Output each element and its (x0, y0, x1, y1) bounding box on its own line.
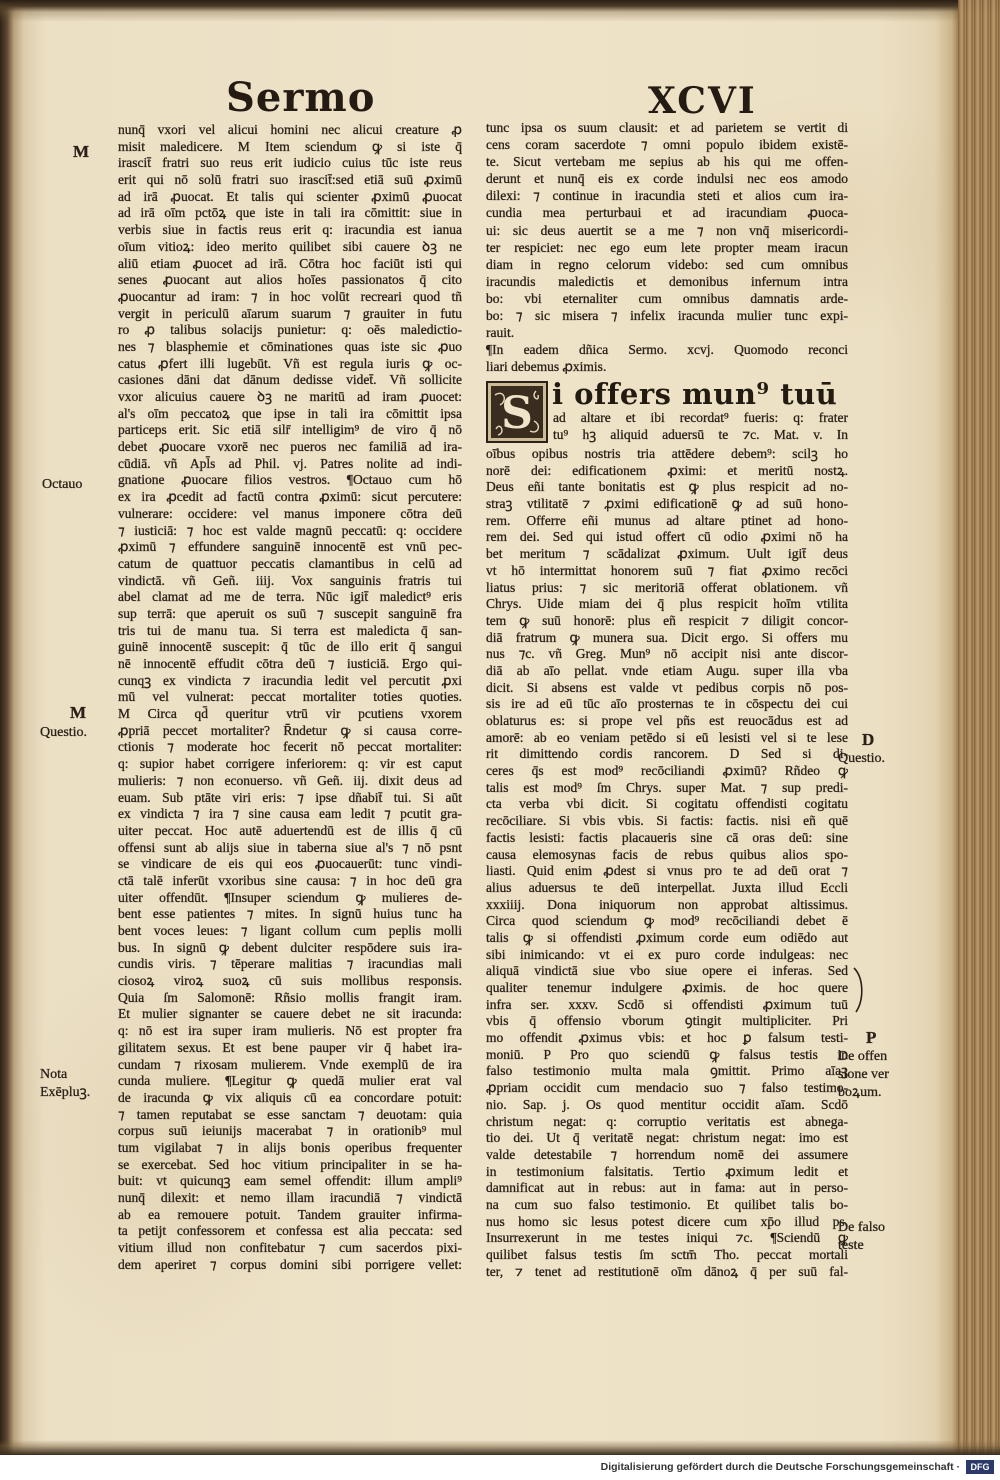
text-line: christum negat: q: corruptio veritatis est abnega- (486, 1113, 848, 1129)
text-line: bet meritum ⁊ scādalizat ꝓximum. Uult igit̄ deus (486, 546, 848, 562)
text-line: ciosoꝝ viroꝝ suoꝝ cū suis mollibus responsis. (118, 973, 462, 989)
folio-number: XCVI (648, 80, 757, 122)
margin-note: Exēpluꝫ. (40, 1085, 91, 1100)
text-line: gnatione ꝓuocare filios vestros. ¶Octauo cum hō (118, 472, 462, 488)
text-line: se vindicare de eis qui eos ꝓuocauerūt: tunc vindi- (118, 856, 462, 872)
text-line: ctionis ⁊ moderate hoc fecerit nō peccat mortaliter: (118, 739, 462, 755)
text-line: uiter peccat. Hoc autē aduertendū est de illis q̄ cū (118, 822, 462, 838)
decorated-initial (486, 381, 548, 443)
margin-letter: P (866, 1028, 877, 1047)
text-line: ꝓpriam occidit cum mendacio suo ⁊ falso testimo- (486, 1080, 848, 1096)
text-line: euam. Sub ptāte viri eris: ⁊ ipse dñabit̄ tui. Si aūt (118, 789, 462, 805)
text-line: nio. Sap. j. Os quod mentitur occidit aīam. Scdō (486, 1096, 848, 1112)
text-line: Circa quod sciendum ꝙ mod⁹ recōciliandi debet ē (486, 913, 848, 929)
text-line: rit dimittendo cordis rancorem. D Sed si di- (486, 746, 848, 762)
text-line: ⁊ iusticiā: ⁊ hoc est valde magnū peccatū: q: occidere (118, 522, 462, 538)
text-line: na cum suo falso testimonio. Et quilibet talis bo- (486, 1196, 848, 1212)
text-line: Deus eñi tante bonitatis est ꝙ plus respicit ad no- (486, 479, 848, 495)
text-line: diam in regno celorum videbo: sed cum omnibus (486, 256, 848, 272)
margin-note: teste (838, 1238, 864, 1253)
text-line: misit maledicere. M Item sciendum ꝙ si iste q̄ (118, 138, 462, 154)
text-line: gilitatem sexus. Et est bene pauper vir q̄ habet ira- (118, 1039, 462, 1055)
text-line: alius aduersus te deū interpellat. Juxta illud Eccli (486, 879, 848, 895)
page-bottom-edge (0, 1440, 1000, 1455)
text-line: cundis viris. ⁊ tēperare malitias ⁊ iracundias mali (118, 956, 462, 972)
text-line: ex ira ꝓcedit ad factū contra ꝓximū: sicut percutere: (118, 489, 462, 505)
text-line: ad irā ꝓuocat. Et talis qui scienter ꝓximū ꝓuocat (118, 188, 462, 204)
text-line: ceres q̄s est mod⁹ recōciliandi ꝓximū? Rñdeo ꝙ (486, 763, 848, 779)
text-line: vulnerare: occidere: vel manus imponere cōtra deū (118, 505, 462, 521)
text-line: Et mulier signanter se cauere debet ne sit iracunda: (118, 1006, 462, 1022)
text-line: cundia mea perturbaui et ad iracundiam ꝓuoca- (486, 205, 848, 221)
margin-letter: D (862, 730, 875, 749)
text-line: ad altare et ibi recordat⁹ fueris: q: frater (553, 410, 848, 425)
text-line: diā ab aīo pellat. vnde etiam Augu. super illa vba (486, 662, 848, 678)
text-line: nus homo sic lesus potest dicere cum xp̄o illud ps. (486, 1213, 848, 1229)
text-line: ter, ⁊ tenet ad restitutionē oīm dānoꝝ q̄ per suū fal- (486, 1263, 848, 1279)
text-line: cūdiā. vñ Apl̄s ad Phil. vj. Patres nolite ad indi- (118, 455, 462, 471)
text-line: Chrys. Uide miam dei q̄ plus respicit hoīm vtilita (486, 596, 848, 612)
running-title: Sermo (226, 74, 376, 121)
text-line: bus. In signū ꝙ debent dulciter respōdere suis ira- (118, 939, 462, 955)
text-line: talis ꝙ si offendisti ꝓximum corde eum odiēdo aut (486, 929, 848, 945)
text-line: nē innocentē effudit cōtra deū ⁊ iusticiā. Ergo qui- (118, 656, 462, 671)
text-line: xxxiiij. Dona iniquorum non approbat altissimus. (486, 896, 848, 912)
margin-note: Nota (40, 1067, 68, 1082)
text-line: corpus suū ieiunijs macerabat ⁊ in orationib⁹ mul (118, 1123, 462, 1139)
text-line: catus ꝓfert illi lugebūt. Vñ est regula iuris ꝙ oc- (118, 355, 462, 371)
text-line: tunc ipsa os suum clausit: et ad parietem se vertit di (486, 120, 848, 135)
bracket-stroke (854, 968, 862, 1012)
margin-note: Octauo (42, 477, 83, 492)
text-line: moniū. P Pro quo sciendū ꝙ falsus testis in (486, 1046, 848, 1062)
text-line: M Circa qd̄ queritur vtrū vir pcutiens vxorem (118, 706, 462, 722)
margin-note: boꝝum. (838, 1085, 882, 1100)
text-line: tris tui de manu tua. Si terra est maledicta q̄ san- (118, 622, 462, 638)
text-line: oīum vitioꝝ: ideo merito quilibet sibi cauere ꝺꝫ ne (118, 238, 462, 254)
text-line: nus ⁊c. vñ Greg. Mun⁹ nō accipit nisi ante discor- (486, 646, 848, 662)
margin-note: Questio. (40, 725, 88, 740)
text-line: ꝓximū ⁊ effundere sanguinē innocentē est vnū pec- (118, 539, 462, 555)
text-line: rem. Offerre eñi munus ad altare ptinet ad hono- (486, 512, 848, 528)
text-line: nunq̄ vxori vel alicui homini nec alicui creature ꝓ (118, 122, 462, 137)
text-line: buit: vt quicunqꝫ eam semel offendit: illum ampli⁹ (118, 1173, 462, 1189)
text-line: rem dei. Sed qui istud offert cū odio ꝓximi nō ha (486, 529, 848, 545)
text-line: debet ꝓuocare vxorē nec pueros nec familiā ad ira- (118, 439, 462, 455)
text-line: liasti. Quid enim ꝓdest si vnus pro te ad deū orat ⁊ (486, 863, 848, 879)
right-column-top (486, 119, 848, 375)
text-line: oībus opibus nostris tria attēdere debem⁹: scilꝫ ho (486, 446, 848, 461)
text-line: ro ꝓ talibus solacijs punietur: q: oēs maledictio- (118, 322, 462, 338)
text-line: verbis siue in factis reus erit q: iracundia est ianua (118, 222, 462, 238)
book-page-edges (958, 0, 1000, 1455)
margin-note: sione ver (838, 1067, 889, 1082)
text-line: ad irā oīm pctōꝝ que iste in tali ira cōmittit: siue in (118, 205, 462, 221)
dfg-logo: DFG (966, 1460, 994, 1474)
text-line: mū vel vulnerat: peccat mortaliter toties quoties. (118, 689, 462, 705)
text-line: nes ⁊ blasphemie et cōminationes quas iste sic ꝓuo (118, 338, 462, 354)
text-line: cunda muliere. ¶Legitur ꝙ quedā mulier erat val (118, 1073, 462, 1089)
margin-letter: M (73, 142, 90, 161)
text-line: rauit. (486, 325, 515, 341)
text-line: q: supior habet corrigere inferiorem: q: vir est caput (118, 756, 462, 772)
digitization-footer (0, 1455, 1000, 1480)
text-line: falso testimonio multa mala ꝯmittit. Primo aīaꝫ (486, 1063, 848, 1079)
text-line: vindictā. vñ Geñ. iiij. Vox sanguinis fratris tui (118, 572, 462, 588)
text-line: cens coram sacerdote ⁊ omni populo ibidem existē- (486, 137, 848, 153)
text-line: dem aperiret ⁊ corpus domini sibi porrigere vellet: (118, 1256, 462, 1272)
text-line: ex vindicta ⁊ ira ⁊ sine causa eam ledit ⁊ pcutit gra- (118, 806, 462, 822)
text-line: q: nō est ira super iram mulieris. Nō est propter fra (118, 1023, 462, 1039)
text-line: guinē innocentē suscepit: q̄ tūc de illo erit q̄ sangui (118, 639, 462, 655)
margin-letter: M (70, 703, 87, 722)
footer-credit: Digitalisierung gefördert durch die Deutsche Forschungsgemeinschaft · (600, 1461, 960, 1473)
text-line: cunqꝫ ex vindicta ⁊ iracundia ledit vel percutit ꝓxi (118, 672, 462, 688)
text-line: ⁊ tamen reputabat se esse sanctam ⁊ deuotam: quia (118, 1106, 462, 1122)
text-line: tum vigilabat ⁊ in alijs bonis operibus frequenter (118, 1139, 462, 1155)
margin-note: Questio. (838, 751, 886, 766)
text-line: ¶In eadem dñica Sermo. xcvj. Quomodo reconci (486, 342, 848, 358)
text-line: derunt et nunq̄ eis ex corde indulsi nec eos amodo (486, 171, 848, 187)
text-line: abel clamat ad me de terra. Nūc igit̄ maledict⁹ eris (118, 589, 462, 605)
text-line: liari debemus ꝓximis. (486, 359, 607, 375)
text-line: straꝫ vtilitatē ⁊ ꝓximi edificationē ꝙ ad suū hono- (486, 496, 848, 512)
text-line: ꝓuocantur ad iram: ⁊ in hoc volūt recreari quod tñ (118, 288, 462, 304)
text-line: amorē: ab eo veniam petēdo si eū lesisti vel si te lese (486, 729, 848, 745)
text-line: irascit̄ fratri suo reus erit iudicio cuius tūc iste reus (118, 155, 462, 171)
text-line: factis lesisti: factis placaueris sine cā oras deū: sine (486, 829, 848, 845)
text-line: sup terrā: que aperuit os suū ⁊ suscepit sanguinē fra (118, 605, 462, 621)
right-column-body (486, 446, 848, 1280)
text-line: uiter offendūt. ¶Insuper sciendum ꝙ mulieres de- (118, 889, 462, 905)
text-line: ui: sic deus auertit se a me ⁊ non vnq̄ misericordi- (486, 222, 848, 238)
text-line: infra ser. xxxv. Scdō si offendisti ꝓximum tuū (486, 996, 848, 1012)
initial-letter: S (501, 388, 533, 439)
text-line: Quia ſm Salomonē: Rñsio mollis frangit iram. (118, 989, 462, 1005)
text-line: vxor alicuius cauere ꝺꝫ ne maritū ad iram ꝓuocet: (118, 389, 462, 404)
sermon-opening-words: i offers mun⁹ tuū (552, 377, 838, 411)
text-line: bo: ⁊ sic misera ⁊ infelix iracunda mulier tunc expi- (486, 308, 848, 324)
text-line: de iracunda ꝙ vix aliquis cū ea concordare potuit: (118, 1089, 462, 1105)
left-column (118, 122, 462, 1273)
text-line: bent voces leues: ⁊ ligant collum cum peplis molli (118, 923, 462, 938)
text-line: mulieris: ⁊ non econuerso. vñ Geñ. iij. dixit deus ad (118, 772, 462, 788)
right-column-indented (553, 409, 848, 443)
text-line: sibi inimicando: vt ei ex puro corde indulgeas: nec (486, 946, 848, 962)
page-top-edge (0, 0, 1000, 22)
text-line: senes ꝓuocant aut alios hoīes passionatos q̄ cito (118, 272, 462, 288)
margin-note: De falso (838, 1220, 886, 1235)
text-line: ter respiciet: nec ego eum lete propter meam iracun (486, 239, 848, 255)
text-line: qualiter tenemur indulgere ꝓximis. de hoc quere (486, 980, 848, 995)
text-line: ctā talē inferūt vxoribus sine causa: ⁊ in hoc deū gra (118, 872, 462, 888)
text-line: se exercebat. Sed hoc vitium principaliter in se ha- (118, 1156, 462, 1172)
text-line: ab ea remouere potuit. Tandem grauiter infirma- (118, 1206, 462, 1222)
text-line: vt hō intermittat honorem suū ⁊ fiat ꝓximo recōci (486, 562, 848, 578)
text-line: vergit in periculū aīarum suarum ⁊ grauiter in futu (118, 305, 462, 321)
text-line: liatus prius: ⁊ sic meritoriā offerat oblationem. vñ (486, 579, 848, 595)
text-line: dilexi: ⁊ continue in iracundia steti et alios cum ira- (486, 188, 848, 204)
text-line: bo: vbi eternaliter cum omnibus damnatis arde- (486, 290, 848, 306)
text-line: norē dei: edificationem ꝓximi: et meritū nostꝝ. (486, 462, 848, 478)
text-line: cundam ⁊ rixosam mulierem. Vnde exemplū de ira (118, 1056, 462, 1072)
text-line: tem ꝙ suū honorē: plus eñ respicit ⁊ diligit concor- (486, 612, 848, 628)
text-line: cta verba vbi dicit. Si cogitatu offendisti cogitatu (486, 796, 848, 812)
text-line: diā fratrum ꝙ munera sua. Dicit ergo. Si offers mu (486, 629, 848, 645)
text-line: particeps erit. Sic etiā silr̄ intelligim⁹ de viro q̄ nō (118, 422, 462, 438)
text-line: valde detestabile ⁊ horrendum nomē dei assumere (486, 1146, 848, 1162)
text-line: iracundis maledictis et demonibus infernum intra (486, 273, 848, 289)
text-line: tio dei. Ut q̄ veritatē negat: christum negat: imo est (486, 1130, 848, 1146)
text-line: aliū etiam ꝓuocet ad irā. Cōtra hoc faciūt isti qui (118, 255, 462, 271)
text-line: bent esse patientes ⁊ mites. In signū huius tunc ha (118, 906, 462, 922)
text-line: damnificat aut in rebus: aut in fama: aut in perso- (486, 1180, 848, 1196)
text-line: erit qui nō solū fratri suo irascit̄:sed etiā suū ꝓximū (118, 172, 462, 188)
text-line: quilibet falsus testis ſm sctm̄ Tho. peccat mortali (486, 1247, 848, 1262)
text-line: mo offendit ꝓximus vbis: et hoc ꝑ falsum testi- (486, 1030, 848, 1046)
text-line: nunq̄ dilexit: et nemo illam iracundiā ⁊ vindictā (118, 1190, 462, 1205)
margin-note: De offen (838, 1049, 888, 1064)
text-line: te. Sicut vertebam me sepius ab his qui me offen- (486, 154, 848, 170)
text-line: vbis q̄ offensio vborum ꝯtingit multipliciter. Pri (486, 1013, 848, 1029)
text-line: Insurrexerunt in me testes iniqui ⁊c. ¶Sciendū ꝙ (486, 1230, 848, 1246)
text-line: in testimonium falsitatis. Tertio ꝓximum ledit et (486, 1163, 848, 1179)
text-line: aliquā vindictā siue vbo siue opere ei inferas. Sed (486, 963, 848, 979)
text-line: al's oīm peccatoꝝ que ipse in tali ira cōmittit ipsa (118, 405, 462, 421)
text-line: catum de quattuor peccatis clamantibus in celū ad (118, 555, 462, 571)
text-line: talis est mod⁹ ſm Chrys. super Mat. ⁊ sup predi- (486, 779, 848, 795)
text-line: oblaturus es: si prope vel pñs est reuocādus est ad (486, 713, 848, 728)
text-line: causa elemosynas facis de rebus quibus alios spo- (486, 846, 848, 862)
text-line: vitium illud non confitebatur ⁊ cum sacerdos pixi- (118, 1240, 462, 1256)
text-line: ta petijt confessorem et confessa est alia peccata: sed (118, 1223, 462, 1239)
text-line: tu⁹ hꝫ aliquid aduersū te ⁊c. Mat. v. In (553, 427, 848, 442)
text-line: offensi sunt ab alijs siue in taberna siue al's ⁊ nō psnt (118, 839, 462, 855)
text-line: sis ire ad eū tūc aīo prosternas te in cōspectu dei cui (486, 696, 848, 712)
text-line: casiones dāni dat dānum dedisse videt̄. Vñ sollicite (118, 372, 462, 388)
text-line: recōciliare. Si vbis vbis. Si factis: factis. nisi eñ quē (486, 813, 848, 829)
text-line: ꝓpriā peccet mortaliter? R̄ndetur ꝙ si causa corre- (118, 722, 462, 738)
margin-bracket-mark (850, 966, 870, 1014)
text-line: dicit. Si absens est valde vt pedibus corpis nō pos- (486, 679, 848, 695)
